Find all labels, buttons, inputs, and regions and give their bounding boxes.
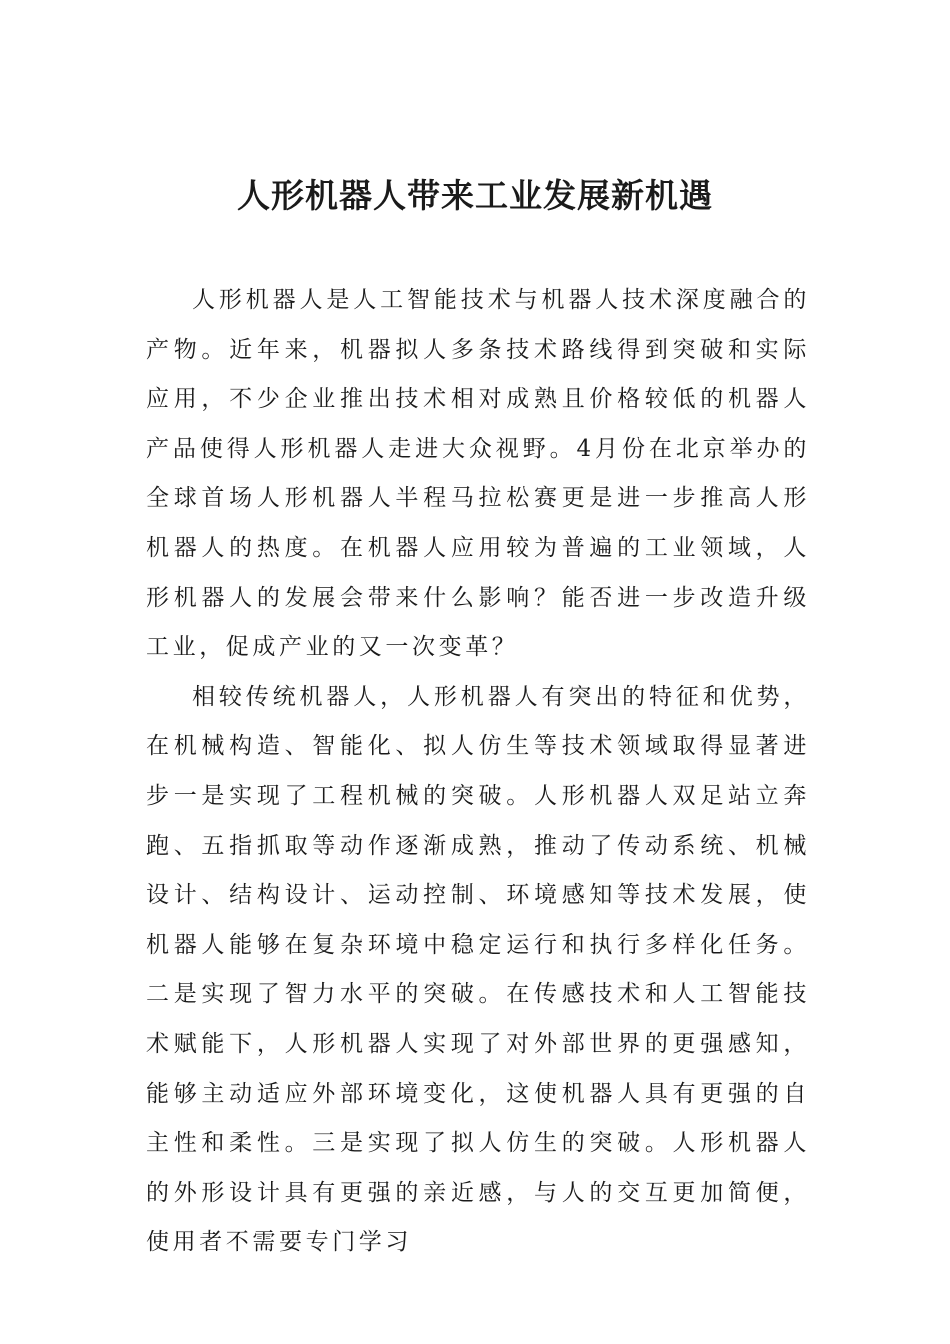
document-title: 人形机器人带来工业发展新机遇 — [237, 176, 713, 215]
paragraph-1: 人形机器人是人工智能技术与机器人技术深度融合的产物。近年来，机器拟人多条技术路线得到突破和实际应用，不少企业推出技术相对成熟且价格较低的机器人产品使得人形机器人走进大众视野。4月份在北京举办的全球首场人形机器人半程马拉松赛更是进一步推高人形机器人的热度。在机器人应用较为普遍的工业领域，人形机器人的发展会带来什么影响？能否进一步改造升级工业，促成产业的又一次变革？ — [146, 287, 810, 661]
document-body — [146, 276, 810, 1268]
paragraph-2: 相较传统机器人，人形机器人有突出的特征和优势，在机械构造、智能化、拟人仿生等技术领域取得显著进步一是实现了工程机械的突破。人形机器人双足站立奔跑、五指抓取等动作逐渐成熟，推动了传动系统、机械设计、结构设计、运动控制、环境感知等技术发展，使机器人能够在复杂环境中稳定运行和执行多样化任务。二是实现了智力水平的突破。在传感技术和人工智能技术赋能下，人形机器人实现了对外部世界的更强感知，能够主动适应外部环境变化，这使机器人具有更强的自主性和柔性。三是实现了拟人仿生的突破。人形机器人的外形设计具有更强的亲近感，与人的交互更加简便，使用者不需要专门学习 — [146, 683, 810, 1256]
